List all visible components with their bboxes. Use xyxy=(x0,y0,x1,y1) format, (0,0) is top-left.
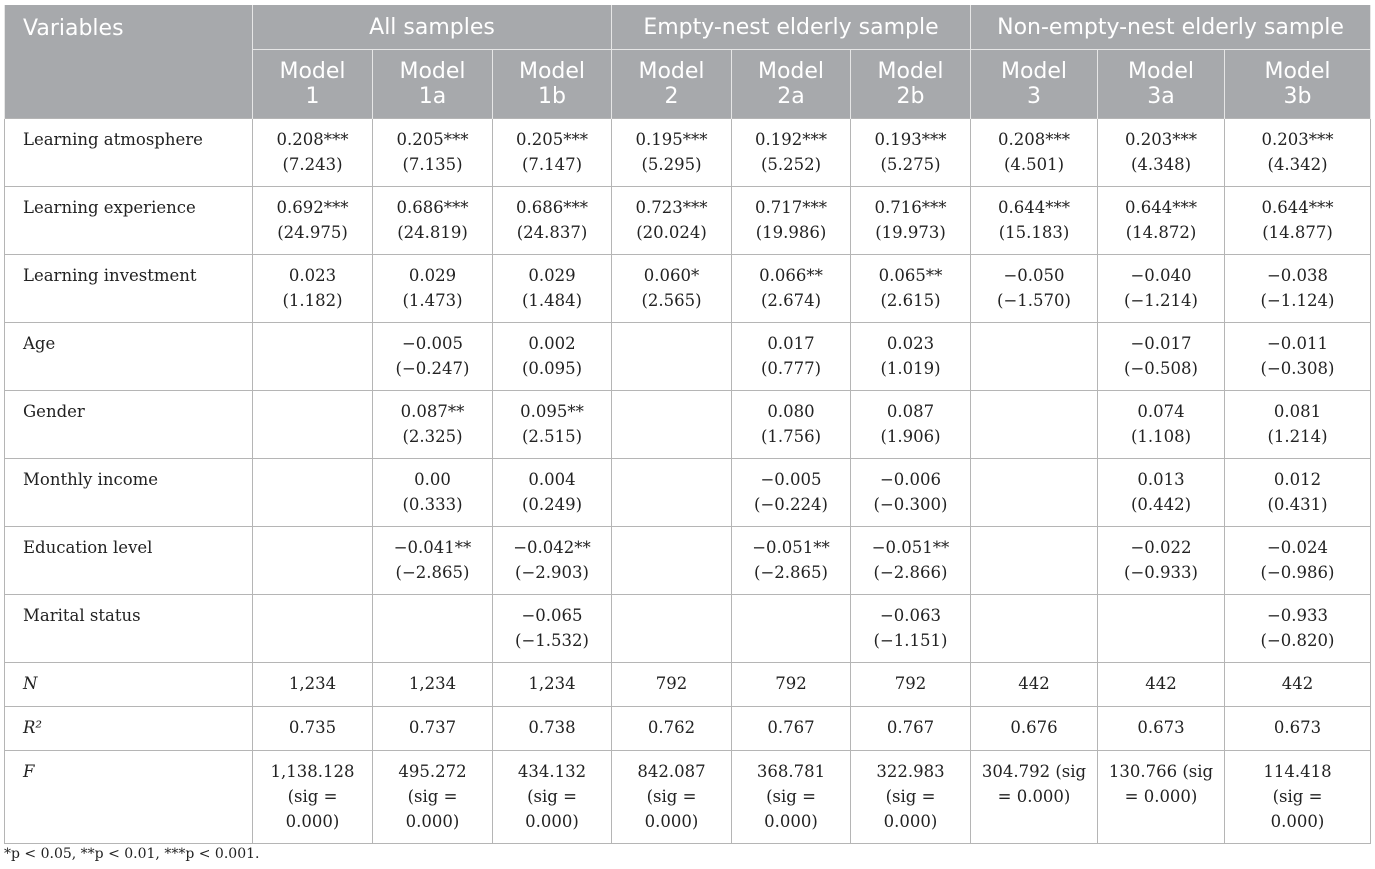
table-cell xyxy=(373,527,493,595)
table-cell xyxy=(971,595,1098,663)
model-header-line: 1b xyxy=(538,84,566,109)
table-cell: 792 xyxy=(851,663,971,707)
table-cell xyxy=(612,323,732,391)
coefficient: 0.205*** xyxy=(516,130,588,149)
table-cell xyxy=(1098,255,1225,323)
coefficient: −0.042** xyxy=(513,538,591,557)
f-statistic-line: 0.000) xyxy=(1270,812,1325,831)
r2-row xyxy=(5,707,1371,751)
table-cell xyxy=(373,595,493,663)
coefficient: −0.933 xyxy=(1266,606,1329,625)
f-statistic-line: (sig = xyxy=(407,787,458,806)
table-cell xyxy=(732,119,851,187)
f-statistic-line: 114.418 xyxy=(1263,762,1332,781)
table-cell: 442 xyxy=(1098,663,1225,707)
t-stat: (0.249) xyxy=(521,495,583,514)
coefficient: −0.040 xyxy=(1130,266,1192,285)
table-cell xyxy=(971,323,1098,391)
coefficient: −0.038 xyxy=(1266,266,1329,285)
f-statistic-line: 0.000) xyxy=(405,812,460,831)
f-label: F xyxy=(23,762,35,781)
group-header-all-samples: All samples xyxy=(253,5,612,50)
t-stat: (1.182) xyxy=(282,291,343,310)
coefficient: 0.692*** xyxy=(276,198,349,217)
table-cell xyxy=(971,527,1098,595)
table-cell xyxy=(493,119,612,187)
t-stat: (0.431) xyxy=(1267,495,1328,514)
table-cell xyxy=(1225,751,1371,844)
model-header xyxy=(373,50,493,119)
model-header xyxy=(732,50,851,119)
table-cell xyxy=(1098,391,1225,459)
coefficient: −0.051** xyxy=(871,538,950,557)
table-cell xyxy=(1225,459,1371,527)
t-stat: (−1.124) xyxy=(1260,291,1335,310)
table-cell xyxy=(1225,527,1371,595)
t-stat: (5.295) xyxy=(641,155,702,174)
table-cell xyxy=(373,255,493,323)
model-header xyxy=(1098,50,1225,119)
model-header-line: Model xyxy=(1127,59,1195,84)
t-stat: (1.756) xyxy=(760,427,822,446)
t-stat: (−1.570) xyxy=(997,291,1071,310)
row-label: Learning investment xyxy=(5,255,253,323)
table-cell xyxy=(851,391,971,459)
f-statistic-line: (sig = xyxy=(766,787,816,806)
group-header-empty-nest: Empty-nest elderly sample xyxy=(612,5,971,50)
t-stat: (7.135) xyxy=(402,155,463,174)
f-statistic-line: (sig = xyxy=(527,787,577,806)
t-stat: (24.975) xyxy=(277,223,348,242)
table-cell xyxy=(493,255,612,323)
table-cell xyxy=(253,459,373,527)
coefficient: −0.005 xyxy=(401,334,464,353)
table-row xyxy=(5,527,1371,595)
table-cell xyxy=(971,119,1098,187)
variables-header: Variables xyxy=(5,5,253,119)
f-statistic-line: 304.792 (sig xyxy=(981,762,1087,781)
coefficient: 0.195*** xyxy=(635,130,708,149)
footnote: *p < 0.05, **p < 0.01, ***p < 0.001. xyxy=(4,846,260,862)
coefficient: 0.004 xyxy=(528,470,576,489)
coefficient: −0.024 xyxy=(1266,538,1329,557)
regression-table xyxy=(4,5,1371,844)
table-cell xyxy=(1098,119,1225,187)
t-stat: (1.108) xyxy=(1130,427,1192,446)
t-stat: (−1.214) xyxy=(1124,291,1198,310)
t-stat: (20.024) xyxy=(636,223,707,242)
table-cell xyxy=(1225,391,1371,459)
table-cell xyxy=(253,119,373,187)
table-cell xyxy=(1098,187,1225,255)
t-stat: (7.243) xyxy=(282,155,343,174)
table-cell xyxy=(1225,595,1371,663)
table-cell xyxy=(253,323,373,391)
model-header xyxy=(612,50,732,119)
t-stat: (1.484) xyxy=(521,291,583,310)
table-cell xyxy=(1098,527,1225,595)
table-row xyxy=(5,255,1371,323)
f-statistic-line: 842.087 xyxy=(637,762,706,781)
f-statistic-line: (sig = xyxy=(287,787,338,806)
table-cell xyxy=(732,323,851,391)
model-header-line: Model xyxy=(279,59,346,84)
t-stat: (−1.532) xyxy=(515,631,589,650)
model-header-line: Model xyxy=(877,59,944,84)
f-statistic-line: 368.781 xyxy=(756,762,826,781)
t-stat: (1.473) xyxy=(402,291,463,310)
table-cell: 792 xyxy=(732,663,851,707)
coefficient: 0.002 xyxy=(528,334,576,353)
n-label: N xyxy=(23,674,38,693)
f-statistic-line: 434.132 xyxy=(517,762,587,781)
t-stat: (−0.308) xyxy=(1260,359,1335,378)
row-label: Monthly income xyxy=(5,459,253,527)
coefficient: 0.023 xyxy=(886,334,935,353)
row-label: Age xyxy=(5,323,253,391)
f-statistic-line: = 0.000) xyxy=(997,787,1071,806)
row-label xyxy=(5,663,253,707)
f-statistic-line: 130.766 (sig xyxy=(1108,762,1214,781)
f-statistic-line: (sig = xyxy=(885,787,936,806)
coefficient: 0.205*** xyxy=(396,130,469,149)
table-cell xyxy=(1098,595,1225,663)
coefficient: 0.723*** xyxy=(635,198,708,217)
table-cell xyxy=(732,459,851,527)
coefficient: 0.203*** xyxy=(1125,130,1197,149)
coefficient: −0.063 xyxy=(879,606,942,625)
table-cell xyxy=(373,187,493,255)
f-statistic-line: 0.000) xyxy=(525,812,579,831)
table-cell xyxy=(1098,751,1225,844)
f-statistic-line: 322.983 xyxy=(876,762,945,781)
f-statistic-line: = 0.000) xyxy=(1124,787,1198,806)
table-cell xyxy=(732,255,851,323)
coefficient: 0.208*** xyxy=(276,130,349,149)
coefficient: −0.022 xyxy=(1130,538,1192,557)
coefficient: 0.644*** xyxy=(998,198,1070,217)
model-header-line: Model xyxy=(638,59,705,84)
f-statistic-line: 495.272 xyxy=(398,762,467,781)
table-cell xyxy=(851,595,971,663)
table-cell: 1,234 xyxy=(373,663,493,707)
coefficient: 0.013 xyxy=(1137,470,1185,489)
t-stat: (2.515) xyxy=(521,427,583,446)
coefficient: 0.717*** xyxy=(755,198,827,217)
table-cell xyxy=(612,255,732,323)
coefficient: 0.203*** xyxy=(1261,130,1334,149)
table-cell xyxy=(732,751,851,844)
model-header-line: 2b xyxy=(896,84,925,109)
coefficient: 0.686*** xyxy=(516,198,588,217)
t-stat: (19.986) xyxy=(755,223,827,242)
table-cell xyxy=(1098,459,1225,527)
coefficient: −0.005 xyxy=(760,470,822,489)
coefficient: 0.00 xyxy=(414,470,451,489)
row-label xyxy=(5,751,253,844)
t-stat: (2.325) xyxy=(402,427,463,446)
t-stat: (5.275) xyxy=(880,155,941,174)
table-cell xyxy=(493,187,612,255)
table-header xyxy=(5,5,1371,119)
t-stat: (−0.820) xyxy=(1260,631,1335,650)
coefficient: −0.017 xyxy=(1130,334,1192,353)
table-cell xyxy=(971,459,1098,527)
table-cell: 1,234 xyxy=(493,663,612,707)
row-label: Learning experience xyxy=(5,187,253,255)
t-stat: (24.837) xyxy=(516,223,588,242)
table-cell xyxy=(373,323,493,391)
table-cell: 0.676 xyxy=(971,707,1098,751)
f-statistic-line: 0.000) xyxy=(883,812,938,831)
t-stat: (7.147) xyxy=(521,155,583,174)
model-header xyxy=(851,50,971,119)
coefficient: −0.011 xyxy=(1266,334,1329,353)
table-cell: 0.767 xyxy=(732,707,851,751)
table-cell: 0.673 xyxy=(1098,707,1225,751)
table-cell xyxy=(612,595,732,663)
table-cell: 0.738 xyxy=(493,707,612,751)
row-label xyxy=(5,707,253,751)
coefficient: 0.208*** xyxy=(998,130,1070,149)
table-cell xyxy=(971,391,1098,459)
t-stat: (2.674) xyxy=(760,291,822,310)
coefficient: 0.012 xyxy=(1273,470,1322,489)
table-cell: 442 xyxy=(971,663,1098,707)
t-stat: (−2.903) xyxy=(515,563,589,582)
table-row xyxy=(5,119,1371,187)
t-stat: (1.214) xyxy=(1267,427,1328,446)
table-cell xyxy=(851,187,971,255)
table-cell xyxy=(1098,323,1225,391)
table-cell xyxy=(253,751,373,844)
coefficient: 0.029 xyxy=(528,266,576,285)
coefficient: 0.060* xyxy=(643,266,700,285)
model-header-line: 3a xyxy=(1147,84,1175,109)
t-stat: (−0.508) xyxy=(1124,359,1198,378)
coefficient: 0.644*** xyxy=(1125,198,1197,217)
table-cell xyxy=(1225,323,1371,391)
table-cell: 0.673 xyxy=(1225,707,1371,751)
row-label: Education level xyxy=(5,527,253,595)
coefficient: 0.644*** xyxy=(1261,198,1334,217)
coefficient: 0.074 xyxy=(1137,402,1185,421)
model-header-line: 2 xyxy=(664,84,679,109)
table-cell xyxy=(732,187,851,255)
table-cell xyxy=(493,459,612,527)
table-cell xyxy=(493,751,612,844)
coefficient: 0.095** xyxy=(520,402,584,421)
table-row xyxy=(5,187,1371,255)
coefficient: 0.081 xyxy=(1273,402,1322,421)
coefficient: −0.050 xyxy=(1003,266,1065,285)
coefficient: −0.065 xyxy=(521,606,583,625)
f-statistic-line: (sig = xyxy=(646,787,697,806)
table-cell xyxy=(612,187,732,255)
table-row xyxy=(5,459,1371,527)
coefficient: −0.006 xyxy=(879,470,942,489)
table-cell xyxy=(493,527,612,595)
coefficient: 0.087** xyxy=(400,402,465,421)
table-cell: 442 xyxy=(1225,663,1371,707)
model-header xyxy=(253,50,373,119)
f-statistic-line: 0.000) xyxy=(644,812,699,831)
table-cell xyxy=(851,459,971,527)
model-header xyxy=(493,50,612,119)
coefficient: 0.087 xyxy=(886,402,935,421)
model-header-line: 2a xyxy=(777,84,805,109)
t-stat: (4.342) xyxy=(1267,155,1328,174)
t-stat: (24.819) xyxy=(397,223,468,242)
f-statistic-line: 0.000) xyxy=(764,812,818,831)
table-cell: 0.737 xyxy=(373,707,493,751)
table-cell xyxy=(373,391,493,459)
t-stat: (−2.866) xyxy=(873,563,948,582)
table-cell xyxy=(971,751,1098,844)
t-stat: (−0.986) xyxy=(1260,563,1335,582)
r2-label: R² xyxy=(23,718,43,737)
table-cell xyxy=(971,255,1098,323)
model-header xyxy=(1225,50,1371,119)
t-stat: (−2.865) xyxy=(754,563,828,582)
table-cell xyxy=(373,119,493,187)
t-stat: (2.565) xyxy=(641,291,702,310)
coefficient: 0.023 xyxy=(288,266,337,285)
coefficient: 0.029 xyxy=(408,266,457,285)
table-cell xyxy=(253,255,373,323)
model-header xyxy=(971,50,1098,119)
coefficient: 0.716*** xyxy=(874,198,947,217)
table-cell xyxy=(851,527,971,595)
table-cell xyxy=(612,119,732,187)
t-stat: (−2.865) xyxy=(395,563,470,582)
coefficient: −0.051** xyxy=(752,538,830,557)
t-stat: (14.877) xyxy=(1262,223,1333,242)
model-header-line: Model xyxy=(1264,59,1331,84)
table-cell xyxy=(1225,187,1371,255)
coefficient: 0.065** xyxy=(878,266,943,285)
t-stat: (0.442) xyxy=(1130,495,1192,514)
coefficient: 0.066** xyxy=(759,266,823,285)
table-cell xyxy=(612,751,732,844)
model-header-line: 3b xyxy=(1283,84,1312,109)
table-row xyxy=(5,323,1371,391)
table-cell xyxy=(612,459,732,527)
table-cell xyxy=(851,255,971,323)
f-statistic-line: 1,138.128 xyxy=(270,762,355,781)
table-cell xyxy=(612,527,732,595)
model-header-line: Model xyxy=(518,59,586,84)
table-cell xyxy=(851,119,971,187)
table-cell xyxy=(1225,119,1371,187)
table-cell xyxy=(493,391,612,459)
t-stat: (4.348) xyxy=(1130,155,1192,174)
table-cell xyxy=(493,595,612,663)
table-cell xyxy=(851,751,971,844)
t-stat: (−0.247) xyxy=(395,359,470,378)
table-cell xyxy=(253,187,373,255)
table-cell xyxy=(612,391,732,459)
model-header-line: 1 xyxy=(305,84,320,109)
model-header-line: 3 xyxy=(1027,84,1041,109)
row-label: Marital status xyxy=(5,595,253,663)
f-statistic-line: 0.000) xyxy=(285,812,340,831)
table-cell: 792 xyxy=(612,663,732,707)
table-cell: 0.767 xyxy=(851,707,971,751)
f-row xyxy=(5,751,1371,844)
table-row xyxy=(5,595,1371,663)
t-stat: (14.872) xyxy=(1125,223,1197,242)
t-stat: (15.183) xyxy=(998,223,1070,242)
table-cell xyxy=(732,527,851,595)
t-stat: (−0.933) xyxy=(1124,563,1198,582)
model-header-line: Model xyxy=(757,59,825,84)
t-stat: (0.095) xyxy=(521,359,583,378)
t-stat: (19.973) xyxy=(875,223,946,242)
n-row xyxy=(5,663,1371,707)
table-cell xyxy=(373,751,493,844)
table-cell xyxy=(253,595,373,663)
table-cell: 0.735 xyxy=(253,707,373,751)
table-body xyxy=(5,119,1371,844)
model-header-line: Model xyxy=(1000,59,1068,84)
group-header-non-empty-nest: Non-empty-nest elderly sample xyxy=(971,5,1371,50)
t-stat: (1.019) xyxy=(880,359,941,378)
coefficient: 0.017 xyxy=(767,334,815,353)
t-stat: (0.333) xyxy=(402,495,463,514)
t-stat: (0.777) xyxy=(760,359,822,378)
table-cell xyxy=(971,187,1098,255)
t-stat: (−0.224) xyxy=(754,495,828,514)
coefficient: 0.193*** xyxy=(874,130,947,149)
t-stat: (4.501) xyxy=(1003,155,1065,174)
table-cell xyxy=(253,391,373,459)
table-cell xyxy=(493,323,612,391)
t-stat: (1.906) xyxy=(880,427,941,446)
model-header-line: 1a xyxy=(418,84,447,109)
t-stat: (5.252) xyxy=(760,155,822,174)
coefficient: 0.080 xyxy=(767,402,815,421)
row-label: Gender xyxy=(5,391,253,459)
table-cell xyxy=(732,391,851,459)
model-header-line: Model xyxy=(399,59,466,84)
table-cell xyxy=(1225,255,1371,323)
t-stat: (2.615) xyxy=(880,291,941,310)
table-cell xyxy=(851,323,971,391)
coefficient: 0.192*** xyxy=(755,130,827,149)
table-row xyxy=(5,391,1371,459)
row-label: Learning atmosphere xyxy=(5,119,253,187)
table-cell xyxy=(732,595,851,663)
f-statistic-line: (sig = xyxy=(1272,787,1323,806)
coefficient: −0.041** xyxy=(393,538,472,557)
coefficient: 0.686*** xyxy=(396,198,469,217)
t-stat: (−1.151) xyxy=(873,631,948,650)
table-cell: 1,234 xyxy=(253,663,373,707)
table-cell xyxy=(253,527,373,595)
table-cell: 0.762 xyxy=(612,707,732,751)
t-stat: (−0.300) xyxy=(873,495,948,514)
table-cell xyxy=(373,459,493,527)
